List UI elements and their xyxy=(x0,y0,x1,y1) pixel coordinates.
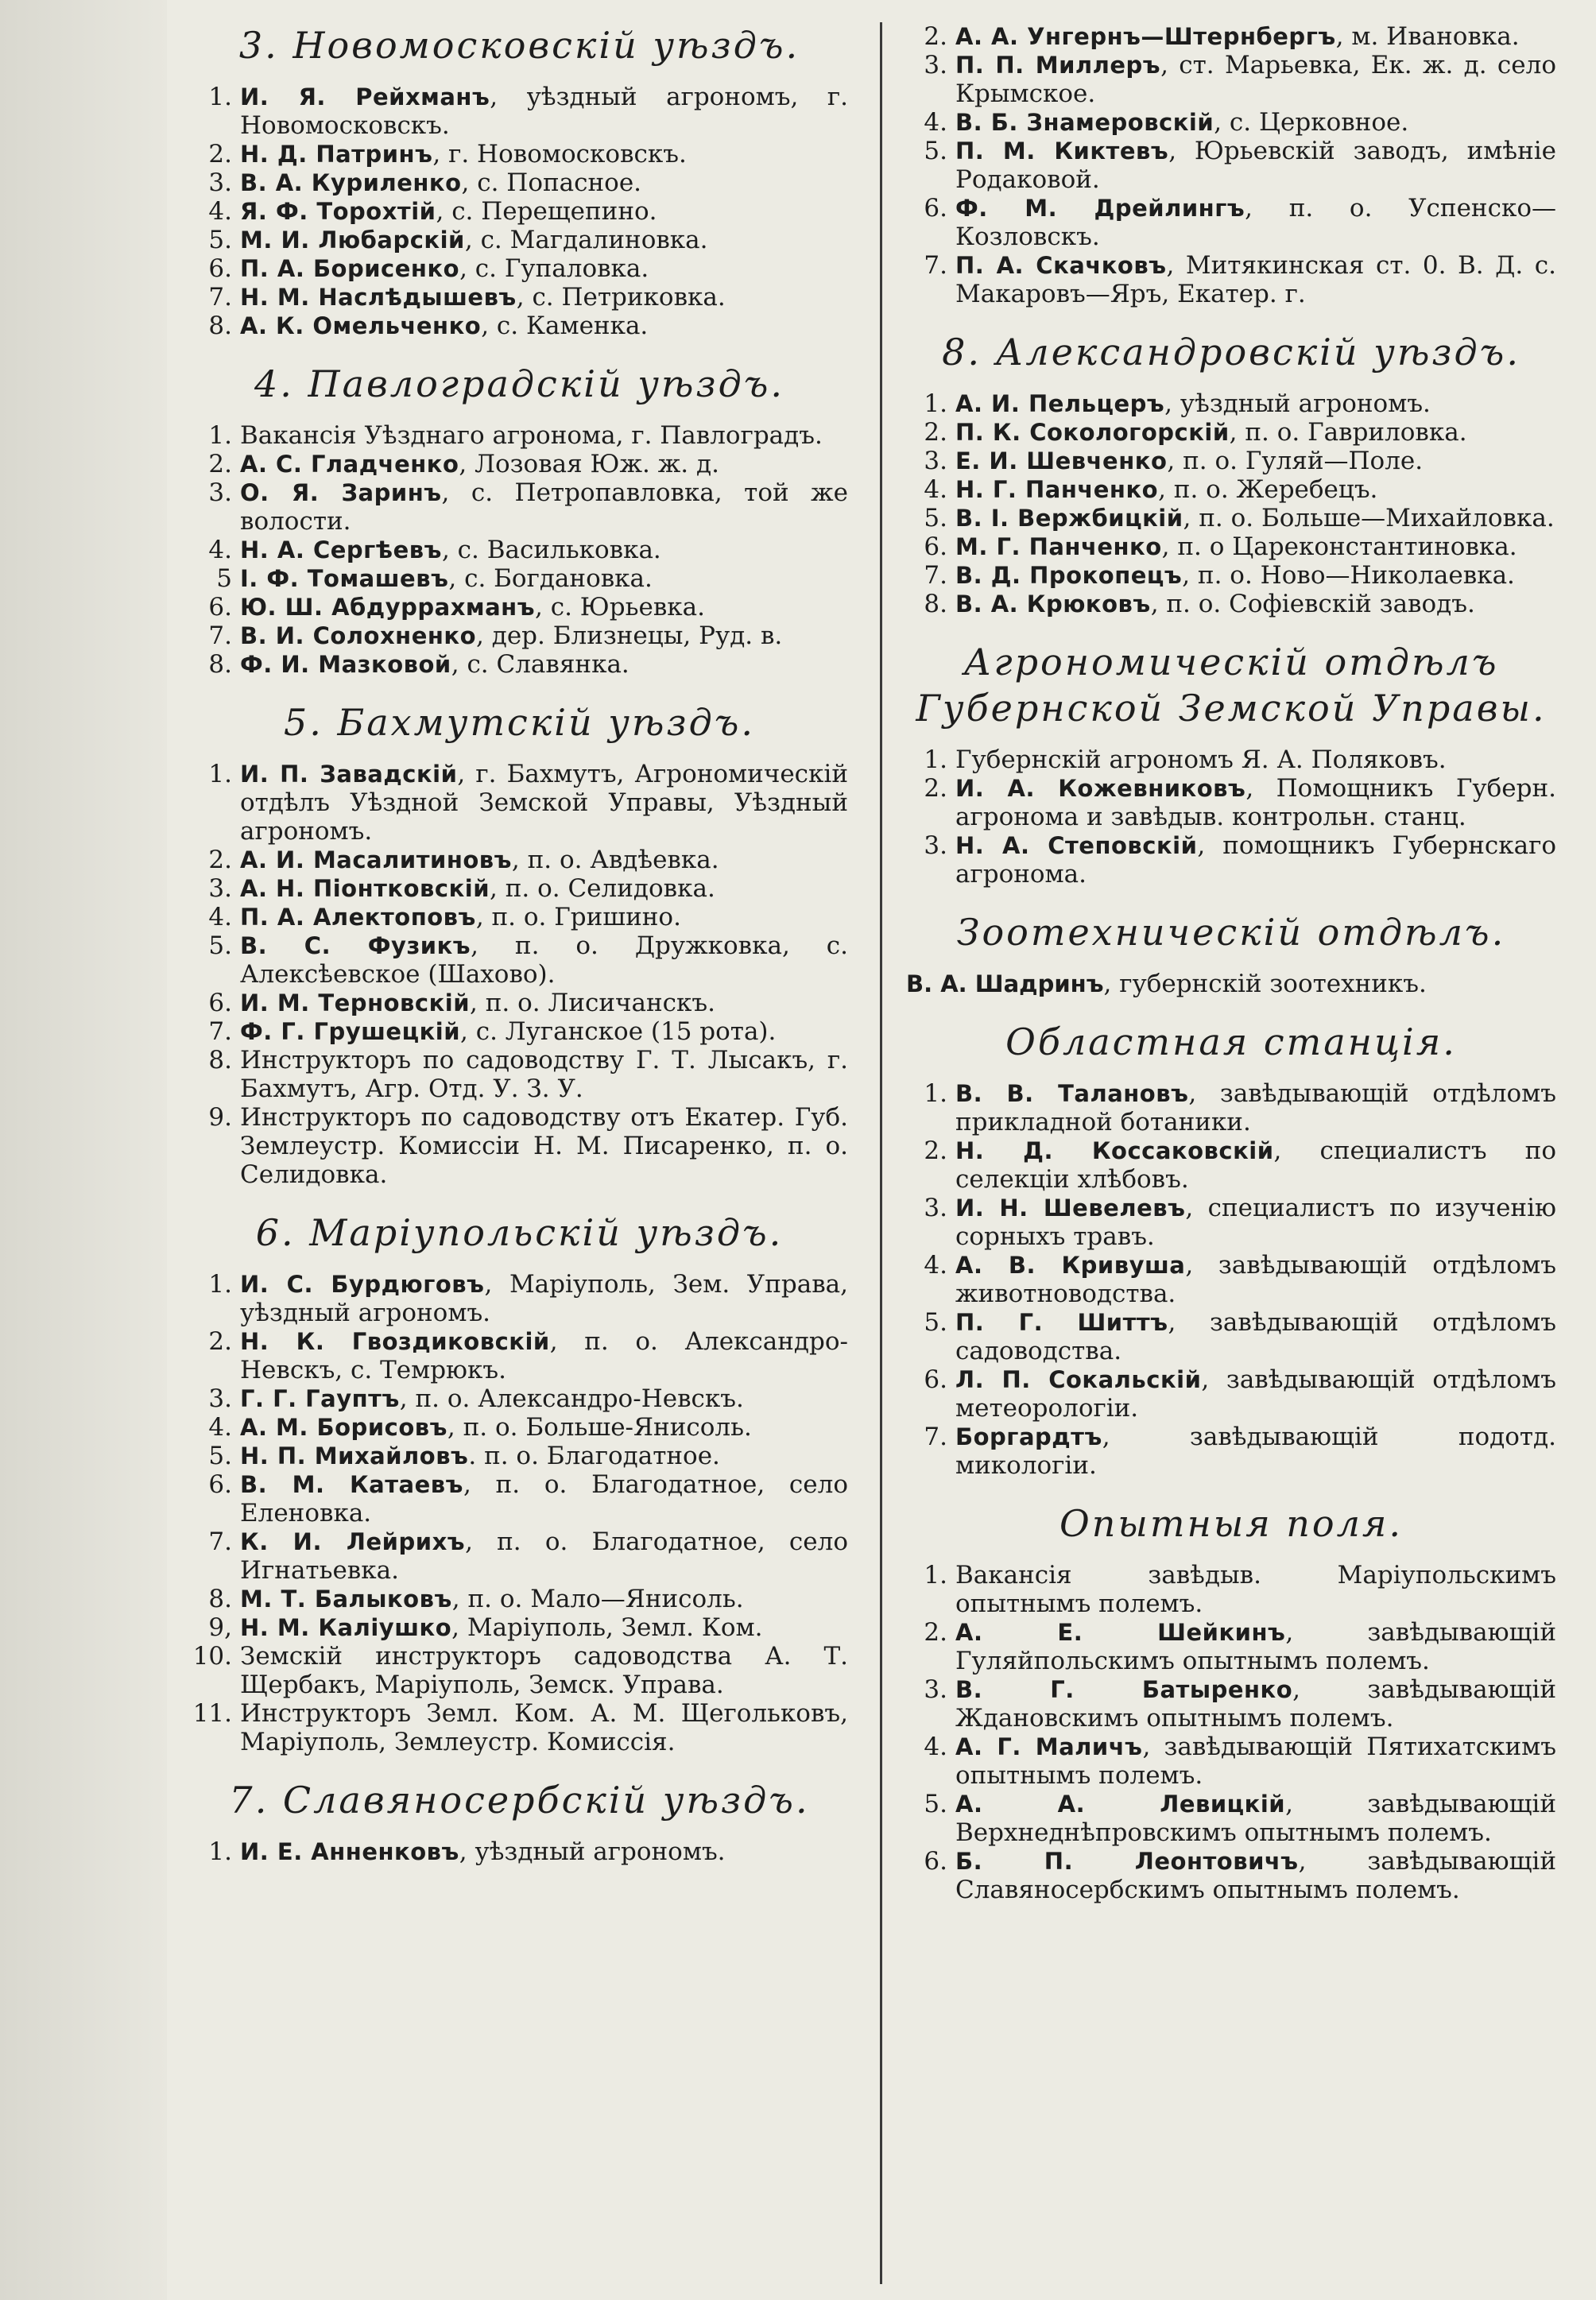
list-item xyxy=(191,478,848,536)
list-item xyxy=(906,1308,1556,1365)
person-name: А. С. Гладченко xyxy=(240,451,459,478)
entry-text: , дер. Близнецы, Руд. в. xyxy=(476,621,783,650)
person-name: В. Г. Батыренко xyxy=(955,1676,1293,1703)
entry-text: , завѣдывающiй Верхнеднѣпровскимъ опытнымъ полемъ. xyxy=(955,1790,1556,1847)
entry-text: , специалистъ по селекцiи хлѣбовъ. xyxy=(955,1136,1556,1194)
entry-number: 8. xyxy=(208,312,232,340)
person-name: Н. К. Гвоздиковскiй xyxy=(240,1328,550,1355)
entry-number: 3. xyxy=(208,168,232,197)
list-item xyxy=(906,1251,1556,1308)
entry-number: 5. xyxy=(924,1790,947,1818)
entry-number: 1. xyxy=(924,1561,947,1589)
entry-text: , п. о. Гришино. xyxy=(475,903,681,931)
list-item xyxy=(906,1675,1556,1733)
list-item xyxy=(191,1413,848,1442)
person-name: Боргардтъ xyxy=(955,1423,1102,1450)
entry-number: 4. xyxy=(924,475,947,504)
entry-number: 8. xyxy=(208,650,232,679)
list-item xyxy=(906,475,1556,504)
entry-text: , специалистъ по изученiю сорныхъ травъ. xyxy=(955,1194,1556,1251)
person-name: А. В. Кривуша xyxy=(955,1252,1186,1279)
entry-number: 5. xyxy=(208,226,232,254)
entry-text: , уѣздный агрономъ. xyxy=(459,1837,726,1866)
entry-number: 1. xyxy=(208,83,232,111)
entry-text: , губернскiй зоотехникъ. xyxy=(1103,970,1427,998)
person-name: Н. М. Наслѣдышевъ xyxy=(240,284,517,311)
list-item xyxy=(191,593,848,621)
entry-text: , с. Юрьевка. xyxy=(535,593,706,621)
entry-number: 2. xyxy=(208,1327,232,1356)
person-name: I. Ф. Томашевъ xyxy=(240,565,449,592)
entry-number: 7. xyxy=(208,621,232,650)
person-name: Ф. И. Мазковой xyxy=(240,651,451,678)
section-heading: 3. Новомосковскiй уѣздъ. xyxy=(238,24,800,67)
person-name: В. I. Вержбицкiй xyxy=(955,505,1183,532)
entry-list xyxy=(906,745,1556,889)
entry-number: 9. xyxy=(208,1103,232,1132)
entry-text: , помощникъ Губернскаго агронома. xyxy=(955,831,1556,889)
section-heading: 7. Славяносербскiй уѣздъ. xyxy=(229,1779,810,1822)
person-name: П. А. Борисенко xyxy=(240,255,460,282)
entry-text: , м. Ивановка. xyxy=(1335,22,1520,51)
entry-text: , п. о. Александро-Невскъ. xyxy=(399,1384,744,1413)
entry-list xyxy=(906,1079,1556,1480)
list-item xyxy=(906,774,1556,831)
person-name: А. А. Левицкiй xyxy=(955,1791,1286,1818)
list-item xyxy=(191,1270,848,1327)
entry-text: , завѣдывающiй Гуляйпольскимъ опытнымъ полемъ. xyxy=(955,1618,1556,1675)
entry-text: , п. о. Гавриловка. xyxy=(1229,418,1467,447)
entry-text: , п. о. Софiевскiй заводъ. xyxy=(1150,590,1475,618)
entry-text: , с. Васильковка. xyxy=(441,536,661,564)
two-column-layout xyxy=(191,22,1556,2284)
list-item xyxy=(906,532,1556,561)
list-item xyxy=(906,1079,1556,1136)
entry-list xyxy=(191,760,848,1189)
person-name: А. И. Масалитиновъ xyxy=(240,846,512,873)
list-item xyxy=(906,590,1556,618)
person-name: И. С. Бурдюговъ xyxy=(240,1271,485,1298)
entry-text: Инструкторъ по садоводству отъ Екатер. Губ. Землеустр. Комиссiи Н. М. Писаренко, п. о. Селидовка. xyxy=(240,1103,848,1189)
entry-text: , с. Петриковка. xyxy=(516,283,726,312)
person-name: А. А. Унгернъ—Штернбергъ xyxy=(955,23,1336,50)
section-heading: Зоотехническiй отдѣлъ. xyxy=(956,911,1506,954)
entry-text: , завѣдывающiй отдѣломъ садоводства. xyxy=(955,1308,1556,1365)
person-name: Н. М. Калiушко xyxy=(240,1614,452,1641)
person-name: А. К. Омельченко xyxy=(240,312,482,339)
person-name: В. А. Крюковъ xyxy=(955,590,1151,618)
list-item xyxy=(191,197,848,226)
entry-list xyxy=(191,1270,848,1756)
entry-number: 2. xyxy=(208,450,232,478)
entry-text: . п. о. Благодатное. xyxy=(468,1442,720,1470)
person-name: В. А. Шадринъ xyxy=(906,970,1104,997)
list-item xyxy=(191,168,848,197)
list-item xyxy=(191,846,848,874)
entry-text: , завѣдывающiй отдѣломъ животноводства. xyxy=(955,1251,1556,1308)
person-name: И. Я. Рейхманъ xyxy=(240,83,490,110)
entry-text: Вакансiя завѣдыв. Марiупольскимъ опытнымъ полемъ. xyxy=(955,1561,1556,1618)
entry-list xyxy=(906,389,1556,618)
entry-number: 8. xyxy=(924,590,947,618)
entry-text: , Марiуполь, Земл. Ком. xyxy=(451,1613,763,1642)
list-item xyxy=(191,140,848,168)
person-name: В. Б. Знамеровскiй xyxy=(955,109,1214,136)
entry-number: 6. xyxy=(924,532,947,561)
entry-number: 8. xyxy=(208,1046,232,1074)
person-name: П. М. Киктевъ xyxy=(955,137,1169,165)
list-item xyxy=(906,137,1556,194)
entry-number: 4. xyxy=(208,197,232,226)
list-item xyxy=(191,1642,848,1699)
list-item xyxy=(191,1442,848,1470)
list-item xyxy=(191,83,848,140)
list-item xyxy=(191,931,848,989)
entry-text: , п. о. Успенско—Козловскъ. xyxy=(955,194,1556,251)
list-item xyxy=(906,1136,1556,1194)
entry-text: , уѣздный агрономъ, г. Новомосковскъ. xyxy=(240,83,848,140)
section-heading: 5. Бахмутскiй уѣздъ. xyxy=(283,701,756,744)
person-name: Н. Д. Патринъ xyxy=(240,141,433,168)
entry-text: , завѣдывающiй подотд. микологiи. xyxy=(955,1423,1556,1480)
entry-text: , п. о. Александро-Невскъ, с. Темрюкъ. xyxy=(240,1327,848,1384)
person-name: В. М. Катаевъ xyxy=(240,1471,463,1498)
section-heading: 4. Павлоградскiй уѣздъ. xyxy=(254,362,785,405)
section-heading: 8. Александровскiй уѣздъ. xyxy=(942,331,1520,374)
person-name: Н. А. Сергѣевъ xyxy=(240,536,442,563)
entry-number: 5 xyxy=(216,564,232,593)
list-item xyxy=(191,450,848,478)
person-name: Н. Г. Панченко xyxy=(955,476,1159,503)
person-name: А. Г. Маличъ xyxy=(955,1733,1143,1760)
person-name: О. Я. Заринъ xyxy=(240,479,442,506)
entry-number: 2. xyxy=(924,1618,947,1647)
list-item xyxy=(191,1528,848,1585)
entry-number: 3. xyxy=(208,1384,232,1413)
list-item xyxy=(191,989,848,1017)
page-margin xyxy=(0,0,167,2300)
entry-text: , ст. Марьевка, Ек. ж. д. село Крымское. xyxy=(955,51,1556,108)
entry-list xyxy=(191,1837,848,1866)
entry-number: 4. xyxy=(208,536,232,564)
entry-number: 5. xyxy=(208,1442,232,1470)
list-item xyxy=(906,1733,1556,1790)
entry-text: , завѣдывающiй Ждановскимъ опытнымъ полемъ. xyxy=(955,1675,1556,1733)
person-name: К. И. Лейрихъ xyxy=(240,1528,466,1555)
list-item xyxy=(191,1103,848,1189)
entry-number: 1. xyxy=(924,1079,947,1108)
list-item xyxy=(906,1790,1556,1847)
person-name: Н. А. Степовскiй xyxy=(955,832,1198,859)
entry-number: 6. xyxy=(924,1365,947,1394)
section-heading: 6. Марiупольскiй уѣздъ. xyxy=(255,1211,784,1254)
entry-text: , с. Луганское (15 рота). xyxy=(460,1017,777,1046)
list-item xyxy=(906,418,1556,447)
person-name: Н. Д. Коссаковскiй xyxy=(955,1137,1274,1164)
entry-text: , завѣдывающiй Пятихатскимъ опытнымъ полемъ. xyxy=(955,1733,1556,1790)
entry-number: 5. xyxy=(924,504,947,532)
list-item xyxy=(906,1618,1556,1675)
person-name: Г. Г. Гауптъ xyxy=(240,1385,400,1412)
entry-text: , с. Петропавловка, той же волости. xyxy=(240,478,848,536)
list-item xyxy=(191,1837,848,1866)
entry-number: 10. xyxy=(192,1642,232,1671)
entry-number: 3. xyxy=(924,447,947,475)
section-heading: Областная станцiя. xyxy=(1005,1020,1457,1063)
person-name: П. А. Скачковъ xyxy=(955,252,1167,279)
entry-number: 7. xyxy=(924,251,947,280)
entry-number: 7. xyxy=(924,561,947,590)
entry-number: 2. xyxy=(924,22,947,51)
section-heading: Агрономическiй отдѣлъ Губернской Земской Управы. xyxy=(916,641,1547,730)
list-item xyxy=(906,447,1556,475)
list-item xyxy=(906,745,1556,774)
list-item xyxy=(191,226,848,254)
list-item xyxy=(191,1017,848,1046)
list-item xyxy=(191,564,848,593)
list-item xyxy=(191,283,848,312)
list-item xyxy=(191,621,848,650)
entry-number: 3. xyxy=(924,1675,947,1704)
person-name: П. А. Алектоповъ xyxy=(240,904,476,931)
entry-number: 3. xyxy=(924,51,947,79)
list-item xyxy=(906,561,1556,590)
entry-number: 1. xyxy=(924,389,947,418)
left-column xyxy=(191,22,882,2284)
entry-text: , п. о. Благодатное, село Игнатьевка. xyxy=(240,1528,848,1585)
list-item xyxy=(191,1384,848,1413)
person-name: М. И. Любарскiй xyxy=(240,227,465,254)
person-name: П. К. Сокологорскiй xyxy=(955,419,1230,446)
entry-list xyxy=(906,22,1556,308)
entry-text: , с. Перещепино. xyxy=(436,197,657,226)
entry-text: , с. Богдановка. xyxy=(448,564,653,593)
person-name: В. И. Солохненко xyxy=(240,622,477,649)
entry-number: 3. xyxy=(208,874,232,903)
entry-number: 1. xyxy=(208,421,232,450)
entry-number: 9, xyxy=(208,1613,232,1642)
entry-number: 7. xyxy=(924,1423,947,1451)
person-name: П. П. Миллеръ xyxy=(955,52,1161,79)
person-name: И. М. Терновскiй xyxy=(240,989,471,1016)
entry-text: , п. о. Больше-Янисоль. xyxy=(447,1413,752,1442)
right-column xyxy=(882,22,1556,2284)
entry-number: 1. xyxy=(208,1270,232,1299)
entry-text: , п. о. Гуляй—Поле. xyxy=(1167,447,1424,475)
list-item xyxy=(906,1365,1556,1423)
person-name: Б. П. Леонтовичъ xyxy=(955,1848,1299,1875)
list-item xyxy=(191,903,848,931)
entry-number: 4. xyxy=(208,903,232,931)
person-name: М. Т. Балыковъ xyxy=(240,1586,452,1613)
entry-text: , с. Церковное. xyxy=(1214,108,1409,137)
entry-number: 4. xyxy=(924,108,947,137)
list-item xyxy=(191,421,848,450)
person-name: А. Н. Пiонтковскiй xyxy=(240,875,490,902)
entry-text: , завѣдывающiй отдѣломъ прикладной ботаники. xyxy=(955,1079,1556,1136)
entry-text: , п. о. Благодатное, село Еленовка. xyxy=(240,1470,848,1528)
person-name: Ф. Г. Грушецкiй xyxy=(240,1018,461,1045)
list-item xyxy=(906,504,1556,532)
person-name: И. Н. Шевелевъ xyxy=(955,1195,1186,1222)
entry-number: 1. xyxy=(208,1837,232,1866)
list-item xyxy=(906,389,1556,418)
person-name: В. А. Куриленко xyxy=(240,169,462,196)
entry-text: , п. о. Селидовка. xyxy=(490,874,715,903)
entry-number: 1. xyxy=(924,745,947,774)
list-item xyxy=(191,760,848,846)
list-item xyxy=(906,108,1556,137)
entry-text: , г. Новомосковскъ. xyxy=(432,140,687,168)
entry-number: 2. xyxy=(924,774,947,803)
list-item xyxy=(191,874,848,903)
entry-text: Инструкторъ Земл. Ком. А. М. Щегольковъ, Марiуполь, Землеустр. Комиссiя. xyxy=(240,1699,848,1756)
person-name: М. Г. Панченко xyxy=(955,533,1162,560)
entry-number: 11. xyxy=(192,1699,232,1728)
entry-text: , п. о. Лисичанскъ. xyxy=(470,989,715,1017)
person-name: И. Е. Анненковъ xyxy=(240,1838,459,1865)
person-name: Ф. М. Дрейлингъ xyxy=(955,195,1245,222)
section-heading: Опытныя поля. xyxy=(1059,1502,1403,1545)
entry-number: 3. xyxy=(924,831,947,860)
list-item xyxy=(906,51,1556,108)
entry-text: Вакансiя Уѣзднаго агронома, г. Павлоградъ. xyxy=(240,421,823,450)
person-name: И. А. Кожевниковъ xyxy=(955,775,1246,802)
entry-text: , Юрьевскiй заводъ, имѣнiе Родаковой. xyxy=(955,137,1556,194)
entry-number: 5. xyxy=(208,931,232,960)
person-name: И. П. Завадскiй xyxy=(240,761,458,788)
list-item xyxy=(191,1327,848,1384)
list-item xyxy=(906,251,1556,308)
entry-text: Губернскiй агрономъ Я. А. Поляковъ. xyxy=(955,745,1447,774)
list-item xyxy=(191,650,848,679)
entry-text: , с. Славянка. xyxy=(451,650,629,679)
list-item xyxy=(906,1423,1556,1480)
entry-number: 6. xyxy=(208,593,232,621)
entry-list xyxy=(191,421,848,679)
entry-text: , с. Магдалиновка. xyxy=(464,226,708,254)
entry-text: , Помощникъ Губерн. агронома и завѣдыв. контрольн. станц. xyxy=(955,774,1556,831)
entry-number: 4. xyxy=(924,1251,947,1280)
entry-number: 7. xyxy=(208,283,232,312)
list-item xyxy=(906,831,1556,889)
list-item xyxy=(191,536,848,564)
entry-text: , Марiуполь, Зем. Управа, уѣздный агрономъ. xyxy=(240,1270,848,1327)
person-name: Ю. Ш. Абдуррахманъ xyxy=(240,594,536,621)
entry-text: , уѣздный агрономъ. xyxy=(1164,389,1431,418)
list-item xyxy=(191,254,848,283)
person-name: А. И. Пельцеръ xyxy=(955,390,1165,417)
entry-text: , п. о. Авдѣевка. xyxy=(511,846,719,874)
entry-number: 3. xyxy=(208,478,232,507)
entry-text: , г. Бахмутъ, Агрономическiй отдѣлъ Уѣздной Земской Управы, Уѣздный агрономъ. xyxy=(240,760,848,846)
entry-number: 6. xyxy=(924,1847,947,1876)
entry-number: 6. xyxy=(924,194,947,223)
entry-list xyxy=(906,1561,1556,1904)
entry-number: 2. xyxy=(208,140,232,168)
list-item xyxy=(191,1470,848,1528)
list-item xyxy=(906,194,1556,251)
entry-text: , Лозовая Юж. ж. д. xyxy=(459,450,719,478)
entry-text: , п. о Цареконстантиновка. xyxy=(1161,532,1517,561)
person-name: В. В. Талановъ xyxy=(955,1080,1189,1107)
entry-number: 6. xyxy=(208,989,232,1017)
person-name: Я. Ф. Торохтiй xyxy=(240,198,436,225)
entry-number: 2. xyxy=(924,1136,947,1165)
person-name: Е. И. Шевченко xyxy=(955,447,1168,474)
entry-number: 5. xyxy=(924,1308,947,1337)
entry-list xyxy=(191,83,848,340)
entry-text: , с. Попасное. xyxy=(461,168,642,197)
entry-number: 2. xyxy=(208,846,232,874)
entry-number: 2. xyxy=(924,418,947,447)
list-item xyxy=(191,1613,848,1642)
entry-text: , п. о. Больше—Михайловка. xyxy=(1183,504,1555,532)
list-item xyxy=(906,22,1556,51)
entry-text: , завѣдывающiй Славяносербскимъ опытнымъ полемъ. xyxy=(955,1847,1556,1904)
person-name: Л. П. Сокальскiй xyxy=(955,1366,1202,1393)
person-name: П. Г. Шиттъ xyxy=(955,1309,1168,1336)
list-item xyxy=(906,1561,1556,1618)
entry-number: 7. xyxy=(208,1528,232,1556)
entry-number: 5. xyxy=(924,137,947,165)
person-name: В. С. Фузикъ xyxy=(240,932,471,959)
entry-text: Инструкторъ по садоводству Г. Т. Лысакъ, г. Бахмутъ, Агр. Отд. У. З. У. xyxy=(240,1046,848,1103)
person-name: А. Е. Шейкинъ xyxy=(955,1619,1286,1646)
person-name: А. М. Борисовъ xyxy=(240,1414,447,1441)
entry-number: 3. xyxy=(924,1194,947,1222)
list-item xyxy=(191,1046,848,1103)
entry-text: , завѣдывающiй отдѣломъ метеорологiи. xyxy=(955,1365,1556,1423)
entry-number: 4. xyxy=(924,1733,947,1761)
entry-text: , с. Гупаловка. xyxy=(459,254,649,283)
entry-number: 6. xyxy=(208,254,232,283)
entry-text: Земскiй инструкторъ садоводства А. Т. Щербакъ, Марiуполь, Земск. Управа. xyxy=(240,1642,848,1699)
person-name: Н. П. Михайловъ xyxy=(240,1442,469,1469)
entry-text: , п. о. Жеребецъ. xyxy=(1158,475,1378,504)
single-entry xyxy=(906,970,1556,998)
list-item xyxy=(906,1194,1556,1251)
entry-number: 8. xyxy=(208,1585,232,1613)
list-item xyxy=(906,1847,1556,1904)
person-name: В. Д. Прокопецъ xyxy=(955,562,1183,589)
entry-number: 7. xyxy=(208,1017,232,1046)
list-item xyxy=(191,1699,848,1756)
entry-text: , п. о. Ново—Николаевка. xyxy=(1182,561,1515,590)
entry-text: , п. о. Дружковка, с. Алексѣевское (Шахово). xyxy=(240,931,848,989)
entry-text: , с. Каменка. xyxy=(481,312,649,340)
list-item xyxy=(191,312,848,340)
entry-number: 1. xyxy=(208,760,232,788)
entry-text: , Митякинская ст. 0. В. Д. с. Макаровъ—Яръ, Екатер. г. xyxy=(955,251,1556,308)
entry-text: , п. о. Мало—Янисоль. xyxy=(451,1585,744,1613)
list-item xyxy=(191,1585,848,1613)
entry-number: 4. xyxy=(208,1413,232,1442)
entry-number: 6. xyxy=(208,1470,232,1499)
